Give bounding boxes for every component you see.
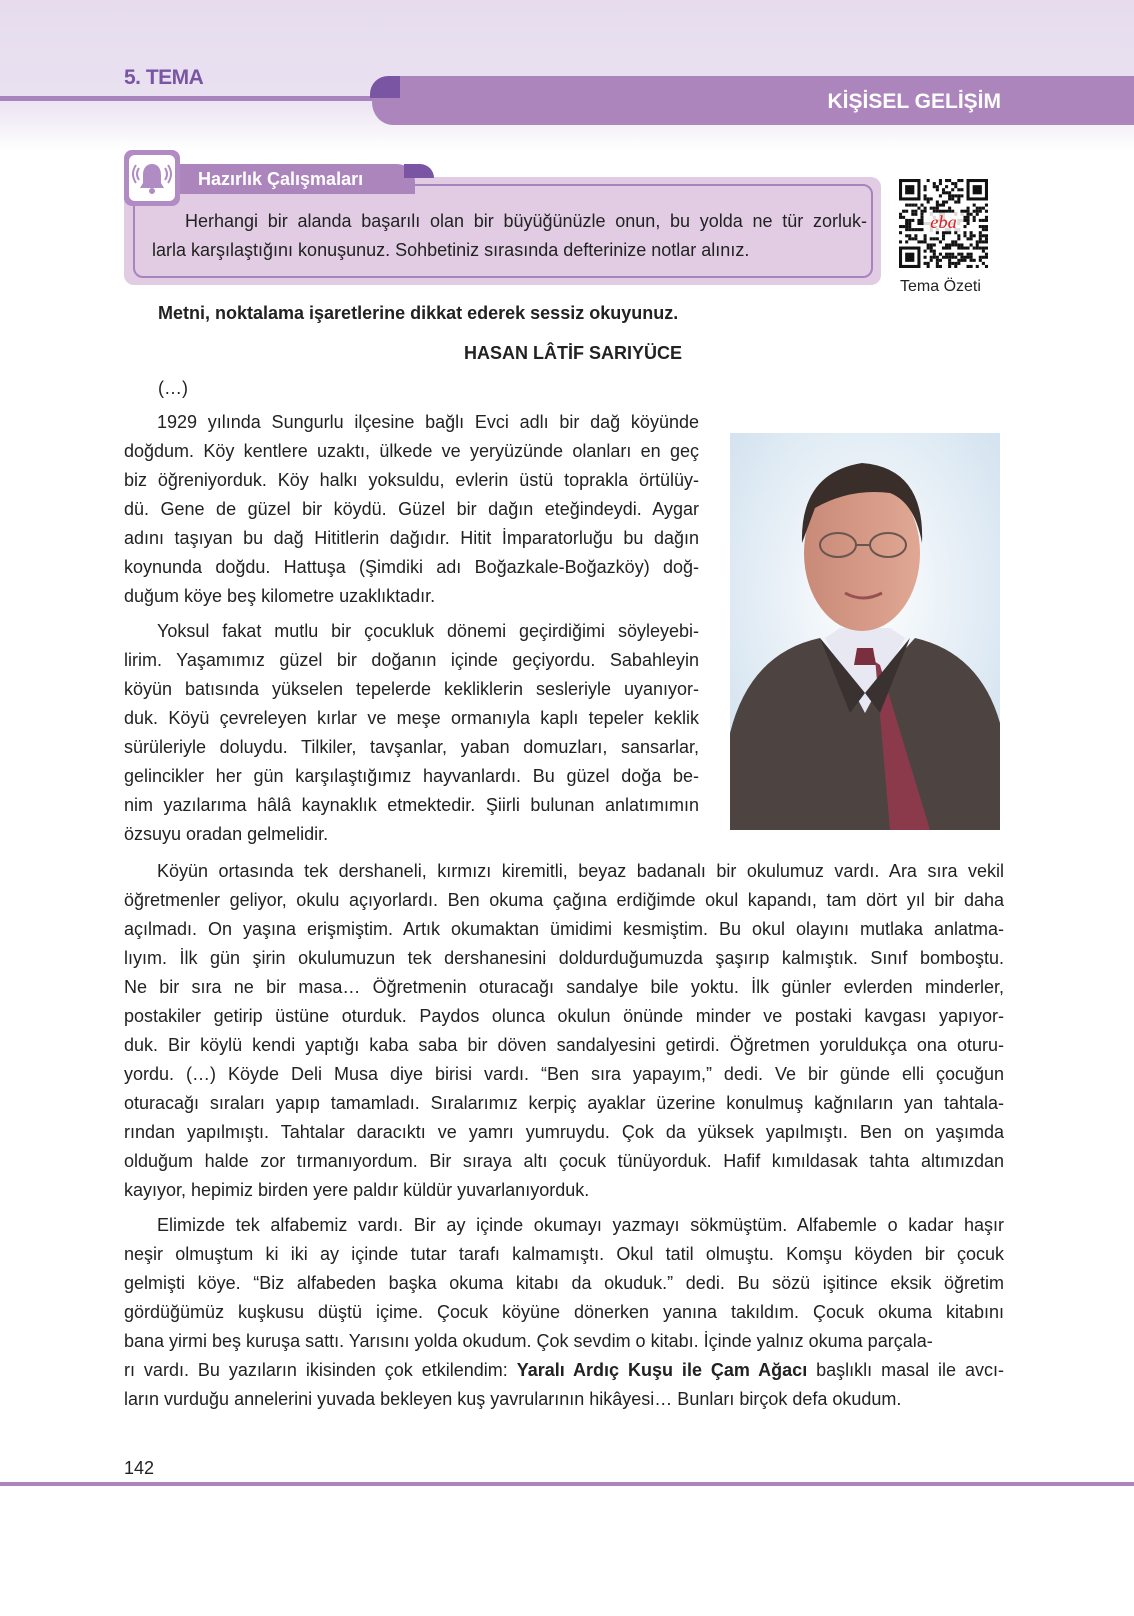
text-line: köyün batısında yükselen tepelerde kekliklerin sesleriyle uyanıyor- — [124, 679, 699, 699]
text-line: Yoksul fakat mutlu bir çocukluk dönemi geçirdiğimi söyleyebi- — [157, 621, 699, 641]
text-line: sürüleriyle doluydu. Tilkiler, tavşanlar, yaban domuzları, sansarlar, — [124, 737, 699, 757]
text-line — [124, 1356, 1004, 1385]
text-line: Elimizde tek alfabemiz vardı. Bir ay içinde okumayı yazmayı sökmüştüm. Alfabemle o kadar haşır — [157, 1215, 1004, 1235]
theme-title: KİŞİSEL GELİŞİM — [827, 90, 1001, 113]
text-line: bana yirmi beş kuruşa sattı. Yarısını yolda okudum. Çok sevdim o kitabı. İçinde yalnız okuma parçala- — [124, 1331, 933, 1351]
prep-label-tab — [404, 164, 434, 178]
text-fragment: başlıklı masal ile avcı- — [807, 1360, 1005, 1380]
text-fragment: rı vardı. Bu yazıların ikisinden çok etkilendim: — [124, 1360, 517, 1380]
page-number: 142 — [124, 1458, 155, 1478]
text-line: özsuyu oradan gelmelidir. — [124, 824, 329, 844]
text-line: açılmadı. On yaşına erişmiştim. Artık okumaktan ümidimi kesmiştim. Bu okul olayını mutlaka anlatma- — [124, 919, 1004, 939]
qr-caption: Tema Özeti — [900, 278, 981, 295]
paragraph — [124, 408, 699, 611]
prep-label: Hazırlık Çalışmaları — [180, 164, 415, 194]
text-line: adını taşıyan bu dağ Hititlerin dağıdır. Hitit İmparatorluğu bu dağın — [124, 528, 699, 548]
text-title: HASAN LÂTİF SARIYÜCE — [464, 343, 683, 363]
text-line: rından yapılmıştı. Tahtalar daracıktı ve yamrı yumruydu. Çok da yüksek yapılmıştı. Ben on yaşımda — [124, 1122, 1004, 1142]
paragraph-1-2 — [124, 408, 699, 855]
prep-text — [152, 207, 867, 265]
paragraph — [124, 857, 1004, 1205]
text-line: Köyün ortasında tek dershaneli, kırmızı kiremitli, beyaz badanalı bir okulumuz vardı. Ara sıra vekil — [157, 861, 1004, 881]
paragraph — [124, 1211, 1004, 1414]
text-line: yordu. (…) Köyde Deli Musa diye birisi vardı. “Ben sıra yapayım,” dedi. Ve bir günde elli çocuğun — [124, 1064, 1004, 1084]
text-line: duk. Bir köylü kendi yaptığı kaba saba bir döven sandalyesini getirdi. Öğretmen yoruldukça ona oturu- — [124, 1035, 1004, 1055]
bell-icon — [124, 150, 180, 206]
instruction: Metni, noktalama işaretlerine dikkat ederek sessiz okuyunuz. — [158, 303, 679, 323]
paragraph-3-4 — [124, 857, 1004, 1420]
text-line: biz öğreniyorduk. Köy halkı yoksuldu, evlerin üstü toprakla örtülüy- — [124, 470, 699, 490]
text-line: gelincikler her gün karşılaştığımız hayvanlardı. Bu güzel doğa be- — [124, 766, 699, 786]
theme-banner — [372, 76, 1134, 125]
prep-line: larla karşılaştığını konuşunuz. Sohbetiniz sırasında defterinize notlar alınız. — [152, 240, 750, 260]
footer-divider — [0, 1482, 1134, 1486]
text-line: duğum köye beş kilometre uzaklıktadır. — [124, 586, 436, 606]
header-divider — [0, 96, 400, 101]
text-line: doğdum. Köy kentlere uzaktı, ülkede ve yeryüzünde olanları en geç — [124, 441, 699, 461]
ellipsis: (…) — [158, 378, 188, 398]
text-line: neşir olmuştum ki iki ay içinde tutar tarafı kalmamıştı. Okul tatil olmuştu. Komşu köyden bir çocuk — [124, 1244, 1004, 1264]
theme-number: 5. TEMA — [124, 66, 204, 89]
text-line: nim yazılarıma hâlâ kaynaklık etmektedir. Şiirli bulunan anlatımımın — [124, 795, 699, 815]
text-line: koynunda doğdu. Hattuşa (Şimdiki adı Boğazkale-Boğazköy) doğ- — [124, 557, 699, 577]
qr-code-icon[interactable] — [899, 179, 988, 268]
text-line: duk. Köyü çevreleyen kırlar ve meşe ormanıyla kaplı tepeler keklik — [124, 708, 699, 728]
text-line: kayıyor, hepimiz birden yere paldır küldür yuvarlanıyorduk. — [124, 1180, 590, 1200]
text-line: 1929 yılında Sungurlu ilçesine bağlı Evci adlı bir dağ köyünde — [157, 412, 699, 432]
text-line: lirim. Yaşamımız güzel bir doğanın içinde geçiyordu. Sabahleyin — [124, 650, 699, 670]
text-line: olduğum halde zor tırmanıyordum. Bir sıraya altı çocuk tünüyorduk. Hafif kımıldasak tahta altımızdan — [124, 1151, 1004, 1171]
paragraph — [124, 617, 699, 849]
text-line: öğretmenler geliyor, okulu açıyorlardı. Ben okuma çağına erdiğimde okul kapandı, tam dört yıl bir daha — [124, 890, 1004, 910]
prep-line: Herhangi bir alanda başarılı olan bir büyüğünüzle onun, bu yolda ne tür zorluk- — [185, 211, 867, 231]
text-line: dü. Gene de güzel bir köydü. Güzel bir dağın eteğindeydi. Aygar — [124, 499, 699, 519]
text-line: gelmişti köye. “Biz alfabeden başka okuma kitabı da okuduk.” dedi. Bu sözü işitince eksik öğretim — [124, 1273, 1004, 1293]
text-line: ların vurduğu annelerini yuvada bekleyen kuş yavrularının hikâyesi… Bunları birçok defa okudum. — [124, 1389, 902, 1409]
text-line: postakiler getirip üstüne oturduk. Paydos olunca okulun önünde minder ve postaki kavgası yapıyor- — [124, 1006, 1004, 1026]
text-line: lıyım. İlk gün şirin okulumuzun tek dershanesini doldurduğumuzda şaşırıp kalmıştık. Sınıf bomboştu. — [124, 948, 1004, 968]
text-line: Ne bir sıra ne bir masa… Öğretmenin oturacağı sandalye bile yoktu. İlk günler evlerden minderler, — [124, 977, 1004, 997]
author-portrait — [730, 433, 1000, 830]
svg-text:eba: eba — [930, 212, 957, 233]
text-line: oturacağı sıraları yapıp tamamladı. Sıralarımız kerpiç ayaklar üzerine konulmuş kağnıların yan tahtala- — [124, 1093, 1004, 1113]
text-line: gördüğümüz kuşkusu düştü içime. Çocuk köyüne dönerken yanına takıldım. Çocuk okuma kitabını — [124, 1302, 1004, 1322]
book-title: Yaralı Ardıç Kuşu ile Çam Ağacı — [516, 1360, 808, 1380]
